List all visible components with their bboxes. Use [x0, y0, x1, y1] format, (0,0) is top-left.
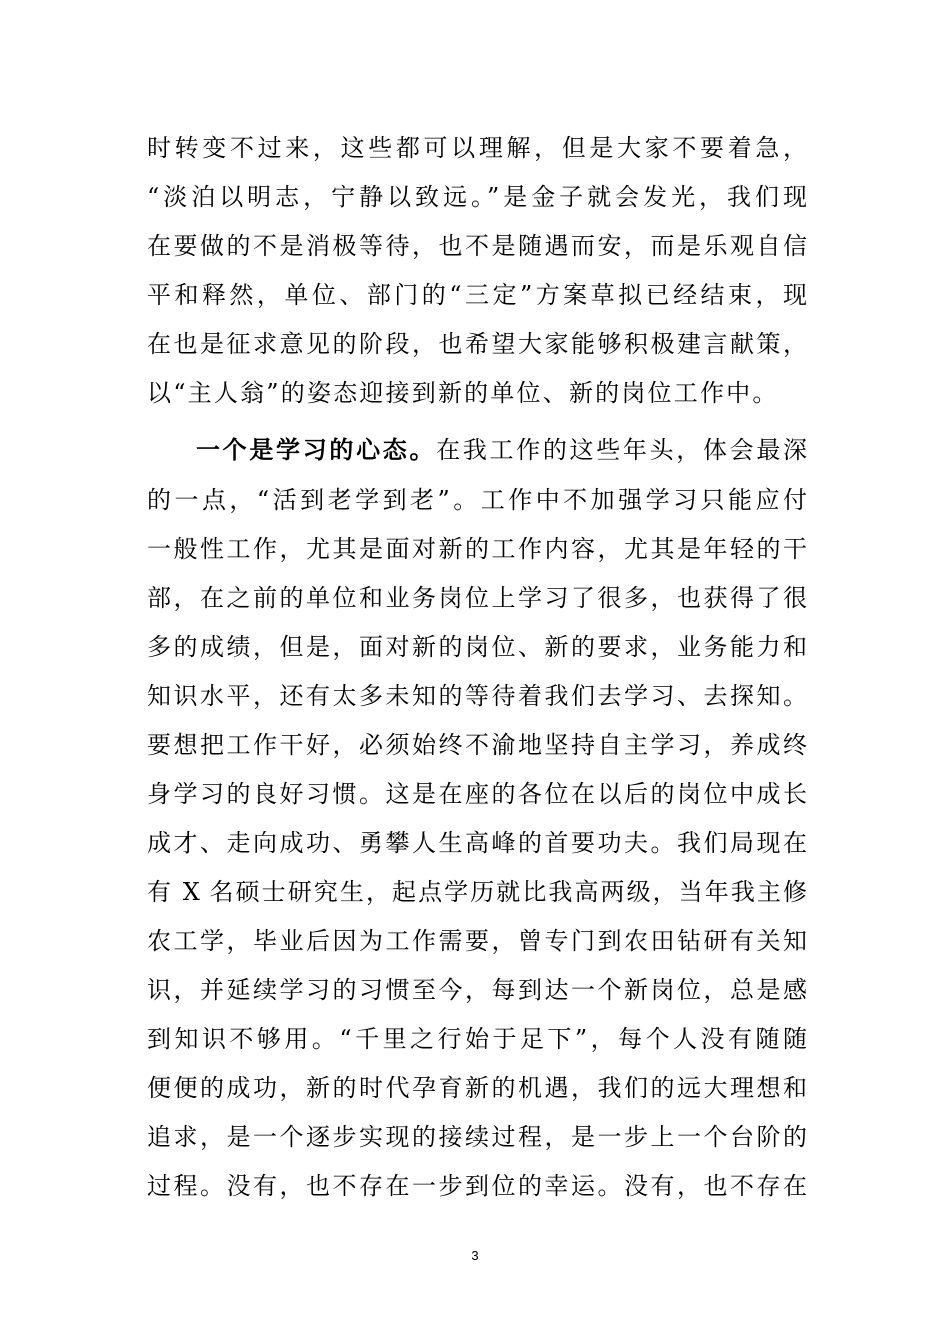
text-line: 农工学，毕业后因为工作需要，曾专门到农田钻研有关知	[147, 927, 807, 955]
text-line: 识，并延续学习的习惯至今，每到达一个新岗位，总是感	[147, 976, 807, 1004]
text-line: 要想把工作干好，必须始终不渝地坚持自主学习，养成终	[147, 731, 807, 759]
text-line: 以“主人翁”的姿态迎接到新的单位、新的岗位工作中。	[147, 379, 779, 407]
text-line: 在也是征求意见的阶段，也希望大家能够积极建言献策，	[147, 330, 807, 358]
paragraph-heading: 一个是学习的心态。	[196, 435, 437, 464]
text-line: 身学习的良好习惯。这是在座的各位在以后的岗位中成长	[147, 780, 807, 808]
text-line: 知识水平，还有太多未知的等待着我们去学习、去探知。	[147, 682, 807, 710]
text-line: 的一点，“活到老学到老”。工作中不加强学习只能应付	[147, 486, 807, 514]
text-line: 追求，是一个逐步实现的接续过程，是一步上一个台阶的	[147, 1123, 807, 1151]
paragraph-first-line	[196, 430, 807, 470]
text-line: 时转变不过来，这些都可以理解，但是大家不要着急，	[147, 134, 807, 162]
text-line: 成才、走向成功、勇攀人生高峰的首要功夫。我们局现在	[147, 829, 807, 857]
paragraph-text: 在我工作的这些年头，体会最深	[436, 436, 808, 464]
text-line: 在要做的不是消极等待，也不是随遇而安，而是乐观自信	[147, 232, 807, 260]
text-line: 便便的成功，新的时代孕育新的机遇，我们的远大理想和	[147, 1074, 807, 1102]
text-line: 过程。没有，也不存在一步到位的幸运。没有，也不存在	[147, 1172, 807, 1200]
text-line: 一般性工作，尤其是面对新的工作内容，尤其是年轻的干	[147, 535, 807, 563]
text-line: “淡泊以明志，宁静以致远。”是金子就会发光，我们现	[147, 183, 807, 211]
text-line: 多的成绩，但是，面对新的岗位、新的要求，业务能力和	[147, 633, 807, 661]
text-line: 部，在之前的单位和业务岗位上学习了很多，也获得了很	[147, 584, 807, 612]
text-line: 到知识不够用。“千里之行始于足下”，每个人没有随随	[147, 1025, 807, 1053]
text-line: 有 X 名硕士研究生，起点学历就比我高两级，当年我主修	[147, 878, 807, 906]
page-number: 3	[471, 1248, 479, 1263]
text-line: 平和释然，单位、部门的“三定”方案草拟已经结束，现	[147, 281, 807, 309]
